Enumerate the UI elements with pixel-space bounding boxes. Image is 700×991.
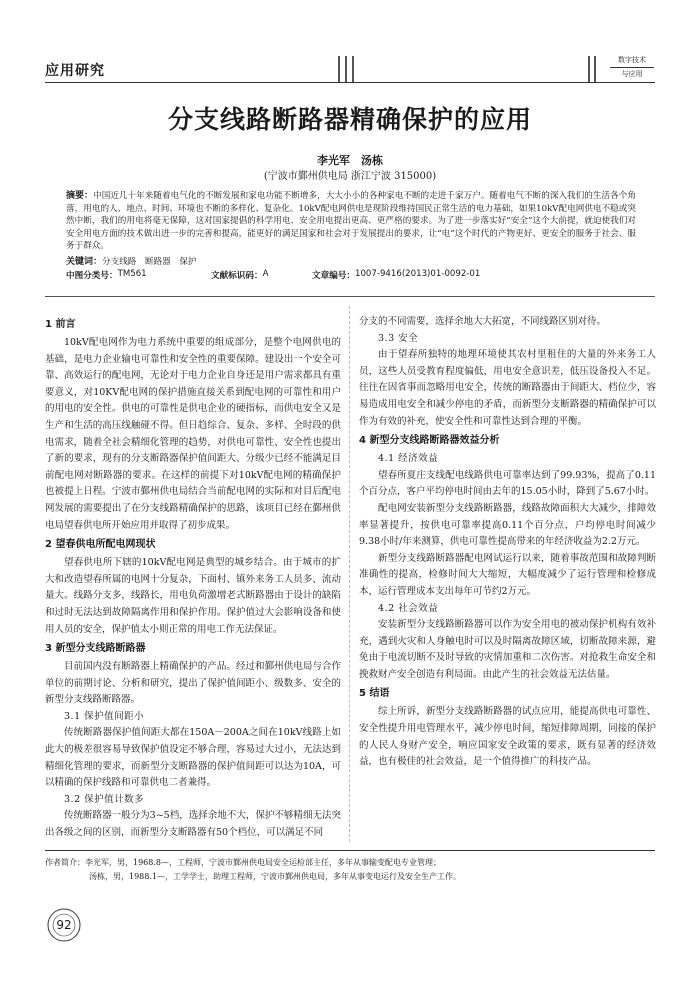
page-number: 92 [56, 918, 72, 932]
section-5-heading: 5 结语 [359, 688, 390, 700]
abstract-rule [45, 296, 655, 297]
clc-value: TM561 [117, 269, 147, 279]
section-5-paragraph: 综上所诉，新型分支线路断路器的试点应用，能提高供电可靠性、安全性提升用电管理水平，减少停电时间，缩短排障周期，同接的保护的人民人身财产安全，响应国家安全政策的要求，既有显著的经济效益，也有极佳的社会效益，是一个值得推广的科技产品。 [359, 706, 656, 768]
journal-logo-bottom: 与应用 [621, 70, 643, 78]
section-1-heading: 1 前言 [45, 319, 76, 330]
keywords-label: 关键词： [66, 257, 103, 267]
section-3-1-heading: 3.1 保护值间距小 [64, 710, 145, 722]
article-no-value: 1007-9416(2013)01-0092-01 [354, 269, 481, 279]
section-4-1-paragraph-2: 配电网安装新型分支线路断路器，线路故障面积大大减少，排障效率显著提升，按供电可靠率提高0.11个百分点，户均停电时间减少9.38小时/年来测算，供电可靠性提高带来的年经济收益为2.2万元。 [359, 502, 656, 548]
header-rule [45, 82, 655, 83]
keywords [66, 254, 636, 267]
abstract-label: 摘要： [66, 191, 94, 201]
right-column [359, 314, 656, 771]
section-4-1-paragraph-1: 望春所夏庄支线配电线路供电可靠率达到了99.93%，提高了0.11个百分点，客户平均停电时间由去年的15.05小时，降到了5.67小时。 [359, 469, 656, 498]
section-3-3-paragraph: 由于望春所独特的地理环境使其农村里租住的大量的外来务工人员，这些人员受教育程度偏低，用电安全意识差，低压设备投入不足。往往在因省事而忽略用电安全，传统的断路器由于间距大、档位少，容易造成用电安全和减少停电的矛盾，而新型分支断路器的精确保护可以作为有效的补充，使安全性和可靠性达到合理的平衡。 [359, 349, 656, 427]
section-4-2-heading: 4.2 社会效益 [378, 602, 439, 614]
abstract-text: 中国近几十年来随着电气化的不断发展和家电功能不断增多，大大小小的各种家电不断的走进千家万户。随着电气不断的深入我们的生活各个角落，用电的人、地点、时间、环境也不断的多样化、复杂化。10kV配电网供电是现阶段维持国民正常生活的电力基础，如果10kV配电网供电不稳或突然中断，我们的用电将毫无保障，这对国家提倡的科学用电、安全用电提出更高、更严格的要求。为了进一步落实好“安全”这个大前提，就迫使我们对安全用电方面的技术做出进一步的完善和提高，能更好的满足国家和社会对于发展提出的要求，让“电”这个时代的产物更好、更安全的服务于社会、服务于群众。 [66, 191, 636, 251]
keywords-text: 分支线路 断路器 保护 [102, 257, 197, 267]
doc-code-label: 文献标识码： [211, 271, 263, 281]
clc-label: 中图分类号： [66, 271, 118, 281]
doc-code-value: A [262, 269, 269, 279]
left-column [45, 314, 341, 842]
column-divider [349, 306, 350, 842]
section-label: 应用研究 [45, 63, 105, 79]
section-3-2-heading: 3.2 保护值计数多 [64, 793, 145, 805]
section-2-heading: 2 望春供电所配电网现状 [45, 539, 156, 551]
section-3-heading: 3 新型分支线路断路器 [45, 643, 146, 655]
section-4-1-paragraph-3: 新型分支线路断路器配电网试运行以来，随着事故范围和故障判断准确性的提高，检修时间大大缩短，大幅度减少了运行管理和检修成本，运行管理成本支出每年可节约2万元。 [359, 552, 656, 597]
section-2-paragraph: 望春供电所下辖的10kV配电网是典型的城乡结合。由于城市的扩大和改造望春所属的电网十分复杂，下面村、镇外来务工人员多、流动量大。线路分支多，线路长，用电负荷激增老式断路器由于设计的缺陷和过时无法达到故障隔离作用和保护作用。保护值过大会影响设备和使用人员的安全，保护值太小则正常的用电工作无法保证。 [45, 557, 341, 635]
section-3-1-paragraph: 传统断路器保护值间距大都在150A－200A之间在10kV线路上如此大的极差很容易导致保护值设定不够合理，容易过大过小，无法达到精细化管理的要求，而新型分支断路器的保护值间距可以达为10A，可以精确的保护线路和可靠供电二者兼得。 [45, 727, 341, 789]
section-3-paragraph: 目前国内没有断路器上精确保护的产品。经过和鄞州供电局与合作单位的前期讨论、分析和研究，提出了保护值间距小、级数多、安全的新型分支线路断路器。 [45, 661, 341, 706]
journal-logo [608, 55, 656, 82]
section-4-1-heading: 4.1 经济效益 [378, 453, 439, 465]
continued-paragraph: 分支的不同需要，选择余地大大拓宽，不同线路区别对待。 [359, 316, 607, 327]
journal-logo-top: 数字技术 [618, 56, 646, 64]
article-title: 分支线路断路器精确保护的应用 [167, 105, 532, 134]
abstract [66, 190, 636, 253]
article-no-label: 文章编号： [312, 271, 355, 281]
article-authors: 李光军 汤栋 [317, 154, 383, 167]
section-4-2-paragraph: 安装新型分支线路断路器可以作为安全用电的被动保护机构有效补充，遇到火灾和人身触电时可以及时隔离故障区域，切断故障来源，避免由于电流切断不及时导致的灾情加重和二次伤害。对抢救生命安全和挽救财产安全创造有利局面。由此产生的社会效益无法估量。 [359, 619, 656, 680]
author-notes [45, 856, 655, 884]
section-1-paragraph: 10kV配电网作为电力系统中重要的组成部分，是整个电网供电的基础，是电力企业输电可靠性和安全性的重要保障。建设出一个安全可靠、高效运行的配电网，无论对于电力企业自身还是用户需求都具有重要意义，对10KV配电网的保护措施直接关系到配电网的可靠性和用户的用电的安全性。供电的可靠性是供电企业的硬指标，而供电安全又是生产和生活的高压线触碰不得。但日趋综合、复杂、多样、全时段的供电需求，随着全社会精细化管理的趋势，对供电可靠性、安全性也提出了新的要求，现有的分支断路器保护值间距大、分级少已经不能满足目前配电网对断路器的要求。在这样的前提下对10kV配电网的精确保护也被提上日程。宁波市鄞州供电局结合当前配电网的实际和对目后配电网发展的需要提出了在分支线路精确保护的思路，该项目已经在鄞州供电局望春供电所开始应用并取得了初步成果。 [45, 337, 341, 531]
author-note-1: 作者简介：李光军，男，1968.8—，工程师，宁波市鄞州供电局安全运检部主任，多年从事输变配电专业管理； [45, 858, 441, 867]
author-note-2: 汤栋，男，1988.1—，工学学士，助理工程师，宁波市鄞州供电局，多年从事变电运行及安全生产工作。 [89, 872, 461, 881]
header-divider-bars-right [588, 56, 602, 82]
article-affiliation: (宁波市鄞州供电局 浙江宁波 315000) [263, 171, 437, 182]
header-divider-bars [338, 56, 360, 82]
footer-rule [45, 850, 655, 851]
section-3-2-paragraph: 传统断路器一般分为3~5档，选择余地不大，保护不够精细无法突出各级之间的区别，而新型分支断路器有50个档位，可以满足不同 [45, 810, 341, 839]
section-4-heading: 4 新型分支线路断路器效益分析 [359, 435, 500, 447]
section-3-3-heading: 3.3 安全 [378, 332, 419, 344]
